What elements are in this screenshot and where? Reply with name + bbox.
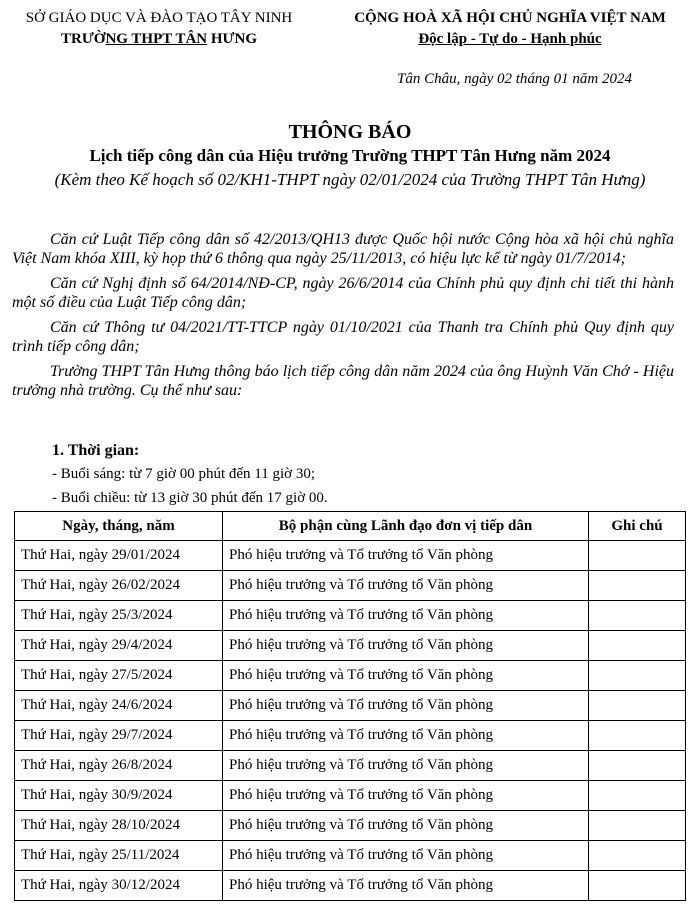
national-title — [320, 8, 700, 50]
row-date: Thứ Hai, ngày 29/4/2024 — [15, 631, 223, 661]
country-name: CỘNG HOÀ XÃ HỘI CHỦ NGHĨA VIỆT NAM — [354, 10, 666, 26]
table-row — [15, 541, 686, 571]
row-department: Phó hiệu trưởng và Tổ trưởng tổ Văn phòng — [223, 691, 589, 721]
paragraph-circular: Căn cứ Thông tư 04/2021/TT-TTCP ngày 01/10/2021 của Thanh tra Chính phủ Quy định quy trình tiếp công dân; — [12, 319, 674, 355]
row-department: Phó hiệu trưởng và Tổ trưởng tổ Văn phòng — [223, 721, 589, 751]
table-row — [15, 721, 686, 751]
paragraph-decree: Căn cứ Nghị định số 64/2014/NĐ-CP, ngày 26/6/2014 của Chính phủ quy định chi tiết thi hành một số điều của Luật Tiếp công dân; — [12, 275, 674, 311]
row-date: Thứ Hai, ngày 26/8/2024 — [15, 751, 223, 781]
row-note — [589, 571, 686, 601]
table-row — [15, 601, 686, 631]
table-row — [15, 841, 686, 871]
header-date: Ngày, tháng, năm — [15, 512, 223, 541]
row-note — [589, 691, 686, 721]
row-department: Phó hiệu trưởng và Tổ trưởng tổ Văn phòng — [223, 661, 589, 691]
row-note — [589, 781, 686, 811]
row-note — [589, 721, 686, 751]
afternoon-hours: - Buổi chiều: từ 13 giờ 30 phút đến 17 giờ 00. — [52, 490, 328, 506]
table-row — [15, 871, 686, 901]
table-row — [15, 691, 686, 721]
school-name — [0, 29, 318, 50]
row-department: Phó hiệu trưởng và Tổ trưởng tổ Văn phòng — [223, 601, 589, 631]
table-row — [15, 631, 686, 661]
row-department: Phó hiệu trưởng và Tổ trưởng tổ Văn phòng — [223, 841, 589, 871]
row-note — [589, 541, 686, 571]
row-date: Thứ Hai, ngày 28/10/2024 — [15, 811, 223, 841]
paragraph-law: Căn cứ Luật Tiếp công dân số 42/2013/QH13 được Quốc hội nước Cộng hòa xã hội chủ nghĩa Việt Nam khóa XIII, kỳ họp thứ 6 thông qua ngày 25/11/2013, có hiệu lực kể từ ngày 01/7/2014; — [12, 231, 674, 267]
section-heading: 1. Thời gian: — [52, 442, 140, 459]
schedule-table — [14, 511, 686, 901]
paragraph-announcement: Trường THPT Tân Hưng thông báo lịch tiếp công dân năm 2024 của ông Huỳnh Văn Chớ - Hiệu trưởng nhà trường. Cụ thể như sau: — [12, 363, 674, 399]
row-note — [589, 631, 686, 661]
document-reference: (Kèm theo Kế hoạch số 02/KH1-THPT ngày 02/01/2024 của Trường THPT Tân Hưng) — [54, 170, 646, 189]
row-note — [589, 601, 686, 631]
header-notes: Ghi chú — [589, 512, 686, 541]
row-note — [589, 871, 686, 901]
row-note — [589, 661, 686, 691]
row-date: Thứ Hai, ngày 26/02/2024 — [15, 571, 223, 601]
motto — [320, 29, 700, 50]
row-department: Phó hiệu trưởng và Tổ trưởng tổ Văn phòng — [223, 571, 589, 601]
document-title: THÔNG BÁO — [288, 121, 412, 143]
table-row — [15, 571, 686, 601]
row-date: Thứ Hai, ngày 25/11/2024 — [15, 841, 223, 871]
motto-text: Độc lập - Tự do - Hạnh phúc — [418, 31, 602, 47]
document-subtitle: Lịch tiếp công dân của Hiệu trưởng Trường THPT Tân Hưng năm 2024 — [89, 146, 611, 165]
row-note — [589, 751, 686, 781]
table-row — [15, 811, 686, 841]
table-header-row — [15, 512, 686, 541]
row-department: Phó hiệu trưởng và Tổ trưởng tổ Văn phòng — [223, 751, 589, 781]
row-note — [589, 811, 686, 841]
document-date: Tân Châu, ngày 02 tháng 01 năm 2024 — [396, 71, 632, 87]
school-name-prefix: TRƯỜ — [60, 31, 106, 47]
table-row — [15, 661, 686, 691]
row-department: Phó hiệu trưởng và Tổ trưởng tổ Văn phòng — [223, 811, 589, 841]
legal-basis — [12, 230, 674, 406]
row-note — [589, 841, 686, 871]
department-name: SỞ GIÁO DỤC VÀ ĐÀO TẠO TÂY NINH — [25, 10, 293, 26]
school-name-underlined: NG THPT TÂN — [105, 31, 208, 47]
row-date: Thứ Hai, ngày 29/7/2024 — [15, 721, 223, 751]
table-row — [15, 781, 686, 811]
row-department: Phó hiệu trưởng và Tổ trưởng tổ Văn phòng — [223, 781, 589, 811]
row-date: Thứ Hai, ngày 30/9/2024 — [15, 781, 223, 811]
row-department: Phó hiệu trưởng và Tổ trưởng tổ Văn phòng — [223, 631, 589, 661]
morning-hours: - Buổi sáng: từ 7 giờ 00 phút đến 11 giờ 30; — [52, 466, 316, 482]
row-date: Thứ Hai, ngày 27/5/2024 — [15, 661, 223, 691]
row-date: Thứ Hai, ngày 25/3/2024 — [15, 601, 223, 631]
row-date: Thứ Hai, ngày 30/12/2024 — [15, 871, 223, 901]
school-name-suffix: HƯNG — [207, 31, 257, 47]
header-department: Bộ phận cùng Lãnh đạo đơn vị tiếp dân — [223, 512, 589, 541]
table-row — [15, 751, 686, 781]
row-department: Phó hiệu trưởng và Tổ trưởng tổ Văn phòng — [223, 541, 589, 571]
row-date: Thứ Hai, ngày 29/01/2024 — [15, 541, 223, 571]
issuing-authority — [0, 8, 318, 50]
row-date: Thứ Hai, ngày 24/6/2024 — [15, 691, 223, 721]
row-department: Phó hiệu trưởng và Tổ trưởng tổ Văn phòng — [223, 871, 589, 901]
